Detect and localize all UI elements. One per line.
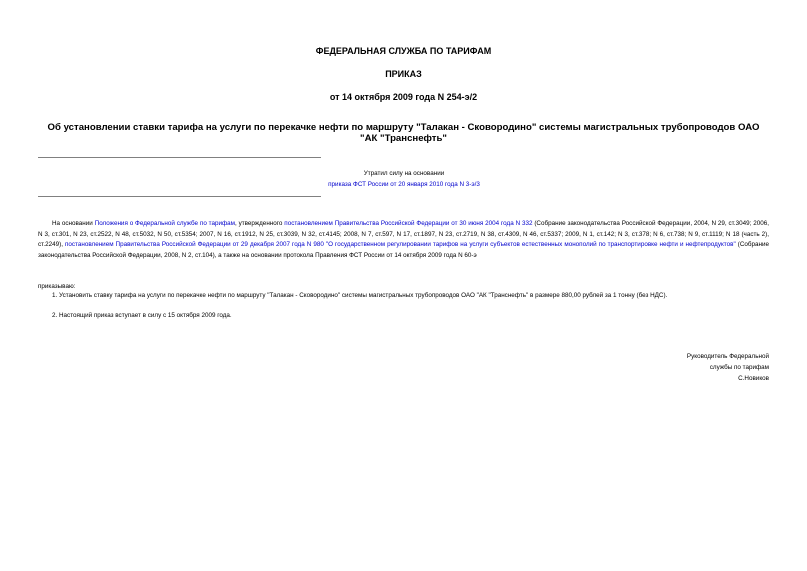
basis-link-resolution-332[interactable]: постановлением Правительства Российской Федерации от 30 июня 2004 года N 332 (284, 220, 533, 227)
order-item-2: 2. Настоящий приказ вступает в силу с 15 октября 2009 года. (52, 312, 232, 319)
basis-text-1: На основании (52, 220, 95, 227)
separator-bottom (38, 196, 321, 197)
document-type: ПРИКАЗ (385, 69, 422, 79)
signature-position-line-2: службы по тарифам (709, 364, 769, 371)
void-notice-text: Утратил силу на основании (363, 170, 445, 177)
basis-text-4: (Собрание законодательства Российской Федерации, 2008, N 2, ст.104), а также на основании протокола Правления ФСТ России от 14 октября 2009 года N 60-э (38, 241, 769, 259)
signature-position-line-1: Руководитель Федеральной (686, 353, 769, 360)
signature-name: С.Новиков (738, 375, 769, 382)
legal-basis-paragraph (38, 219, 769, 261)
basis-text-2: , утвержденного (235, 220, 285, 227)
separator-top (38, 157, 321, 158)
basis-text-3: (Собрание законодательства Российской Федерации, 2004, N 29, ст.3049; 2006, N 3, ст.301, N 23, ст.2522, N 48, ст.5032, N 50, ст.5354; 2007, N 16, ст.1912, N 25, ст.3039, N 32, ст.4145; 2008, N 7, ст.597, N 17, ст.1897, N 23, ст.2719, N 38, ст.4309, N 46, ст.5337; 2009, N 1, ст.142; N 3, ст.378; N 6, ст.738; N 9, ст.1119; N 18 (часть 2), ст.2249), (38, 220, 769, 248)
basis-link-resolution-980[interactable]: постановлением Правительства Российской Федерации от 29 декабря 2007 года N 980 "О государственном регулировании тарифов на услуги субъектов естественных монополий по транспортировке нефти и нефтепродуктов" (64, 241, 736, 248)
void-notice-link[interactable]: приказа ФСТ России от 20 января 2010 года N 3-э/3 (328, 181, 480, 188)
document-date-number: от 14 октября 2009 года N 254-э/2 (329, 92, 478, 102)
order-item-1: 1. Установить ставку тарифа на услуги по перекачке нефти по маршруту "Талакан - Сковородино" системы магистральных трубопроводов ОАО "АК "Транснефть" в размере 880,00 рублей за 1 тонну (без НДС). (52, 292, 668, 299)
orders-lead: приказываю: (38, 283, 76, 290)
agency-name: ФЕДЕРАЛЬНАЯ СЛУЖБА ПО ТАРИФАМ (315, 46, 492, 56)
signature-block (687, 351, 769, 384)
document-title: Об установлении ставки тарифа на услуги по перекачке нефти по маршруту "Талакан - Сковородино" системы магистральных трубопроводов ОАО "АК "Транснефть" (47, 122, 760, 144)
void-notice (290, 168, 518, 190)
basis-link-regulation[interactable]: Положения о Федеральной службе по тарифам (94, 220, 236, 227)
